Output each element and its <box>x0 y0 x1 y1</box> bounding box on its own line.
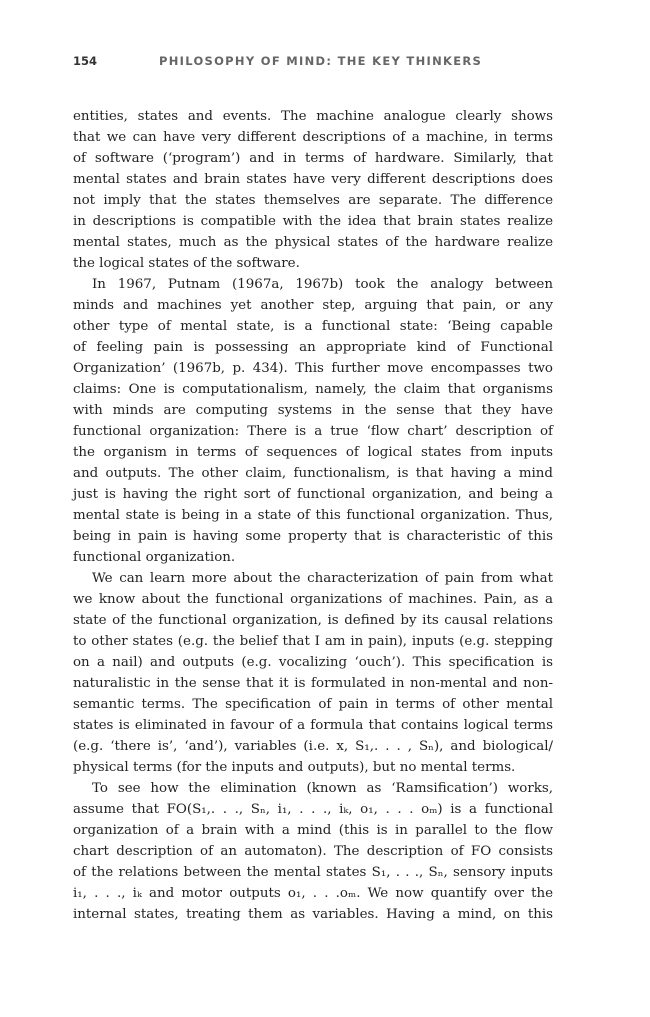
text-line: To see how the elimination (known as ‘Ramsification’) works, <box>92 781 553 796</box>
text-line: the organism in terms of sequences of logical states from inputs <box>73 445 553 460</box>
running-title: PHILOSOPHY OF MIND: THE KEY THINKERS <box>159 54 483 68</box>
text-line: other type of mental state, is a functional state: ‘Being capable <box>73 319 553 334</box>
text-line: functional organization: There is a true ‘flow chart’ description of <box>73 424 553 439</box>
body-text <box>73 106 553 925</box>
text-line: mental states, much as the physical states of the hardware realize <box>73 235 553 250</box>
text-line: i₁, . . ., iₖ and motor outputs o₁, . . .oₘ. We now quantify over the <box>73 886 553 901</box>
text-line: mental state is being in a state of this functional organization. Thus, <box>73 508 553 523</box>
text-line: claims: One is computationalism, namely, the claim that organisms <box>73 382 553 397</box>
text-line: functional organization. <box>73 550 236 565</box>
text-line: that we can have very different descriptions of a machine, in terms <box>73 130 553 145</box>
text-line: state of the functional organization, is defined by its causal relations <box>73 613 553 628</box>
running-header <box>73 54 553 72</box>
text-line: of software (‘program’) and in terms of hardware. Similarly, that <box>73 151 553 166</box>
text-line: of feeling pain is possessing an appropriate kind of Functional <box>73 340 553 355</box>
text-line: chart description of an automaton). The description of FO consists <box>73 844 553 859</box>
text-line: with minds are computing systems in the sense that they have <box>73 403 553 418</box>
text-line: being in pain is having some property that is characteristic of this <box>73 529 553 544</box>
text-line: Organization’ (1967b, p. 434). This further move encompasses two <box>73 361 553 376</box>
page-number: 154 <box>73 54 98 68</box>
text-line: assume that FO(S₁,. . ., Sₙ, i₁, . . ., iₖ, o₁, . . . oₘ) is a functional <box>73 802 553 817</box>
text-line: in descriptions is compatible with the idea that brain states realize <box>73 214 553 229</box>
text-line: states is eliminated in favour of a formula that contains logical terms <box>73 718 553 733</box>
text-line: organization of a brain with a mind (this is in parallel to the flow <box>73 823 553 838</box>
text-line: not imply that the states themselves are separate. The difference <box>73 193 553 208</box>
text-line: We can learn more about the characterization of pain from what <box>92 571 553 586</box>
text-line: the logical states of the software. <box>73 256 300 271</box>
text-line: and outputs. The other claim, functionalism, is that having a mind <box>73 466 553 481</box>
text-line: internal states, treating them as variables. Having a mind, on this <box>73 907 553 922</box>
text-line: on a nail) and outputs (e.g. vocalizing ‘ouch’). This specification is <box>73 655 553 670</box>
text-line: entities, states and events. The machine analogue clearly shows <box>73 109 553 124</box>
text-line: naturalistic in the sense that it is formulated in non-mental and non- <box>73 676 553 691</box>
text-line: minds and machines yet another step, arguing that pain, or any <box>73 298 553 313</box>
text-line: In 1967, Putnam (1967a, 1967b) took the analogy between <box>92 277 553 292</box>
text-line: to other states (e.g. the belief that I am in pain), inputs (e.g. stepping <box>73 634 553 649</box>
text-line: mental states and brain states have very different descriptions does <box>73 172 553 187</box>
text-line: just is having the right sort of functional organization, and being a <box>73 487 553 502</box>
text-line: of the relations between the mental states S₁, . . ., Sₙ, sensory inputs <box>73 865 553 880</box>
text-line: (e.g. ‘there is’, ‘and’), variables (i.e. x, S₁,. . . , Sₙ), and biological/ <box>73 739 553 754</box>
text-line: semantic terms. The specification of pain in terms of other mental <box>73 697 553 712</box>
text-line: physical terms (for the inputs and outputs), but no mental terms. <box>73 760 516 775</box>
text-line: we know about the functional organizations of machines. Pain, as a <box>73 592 553 607</box>
